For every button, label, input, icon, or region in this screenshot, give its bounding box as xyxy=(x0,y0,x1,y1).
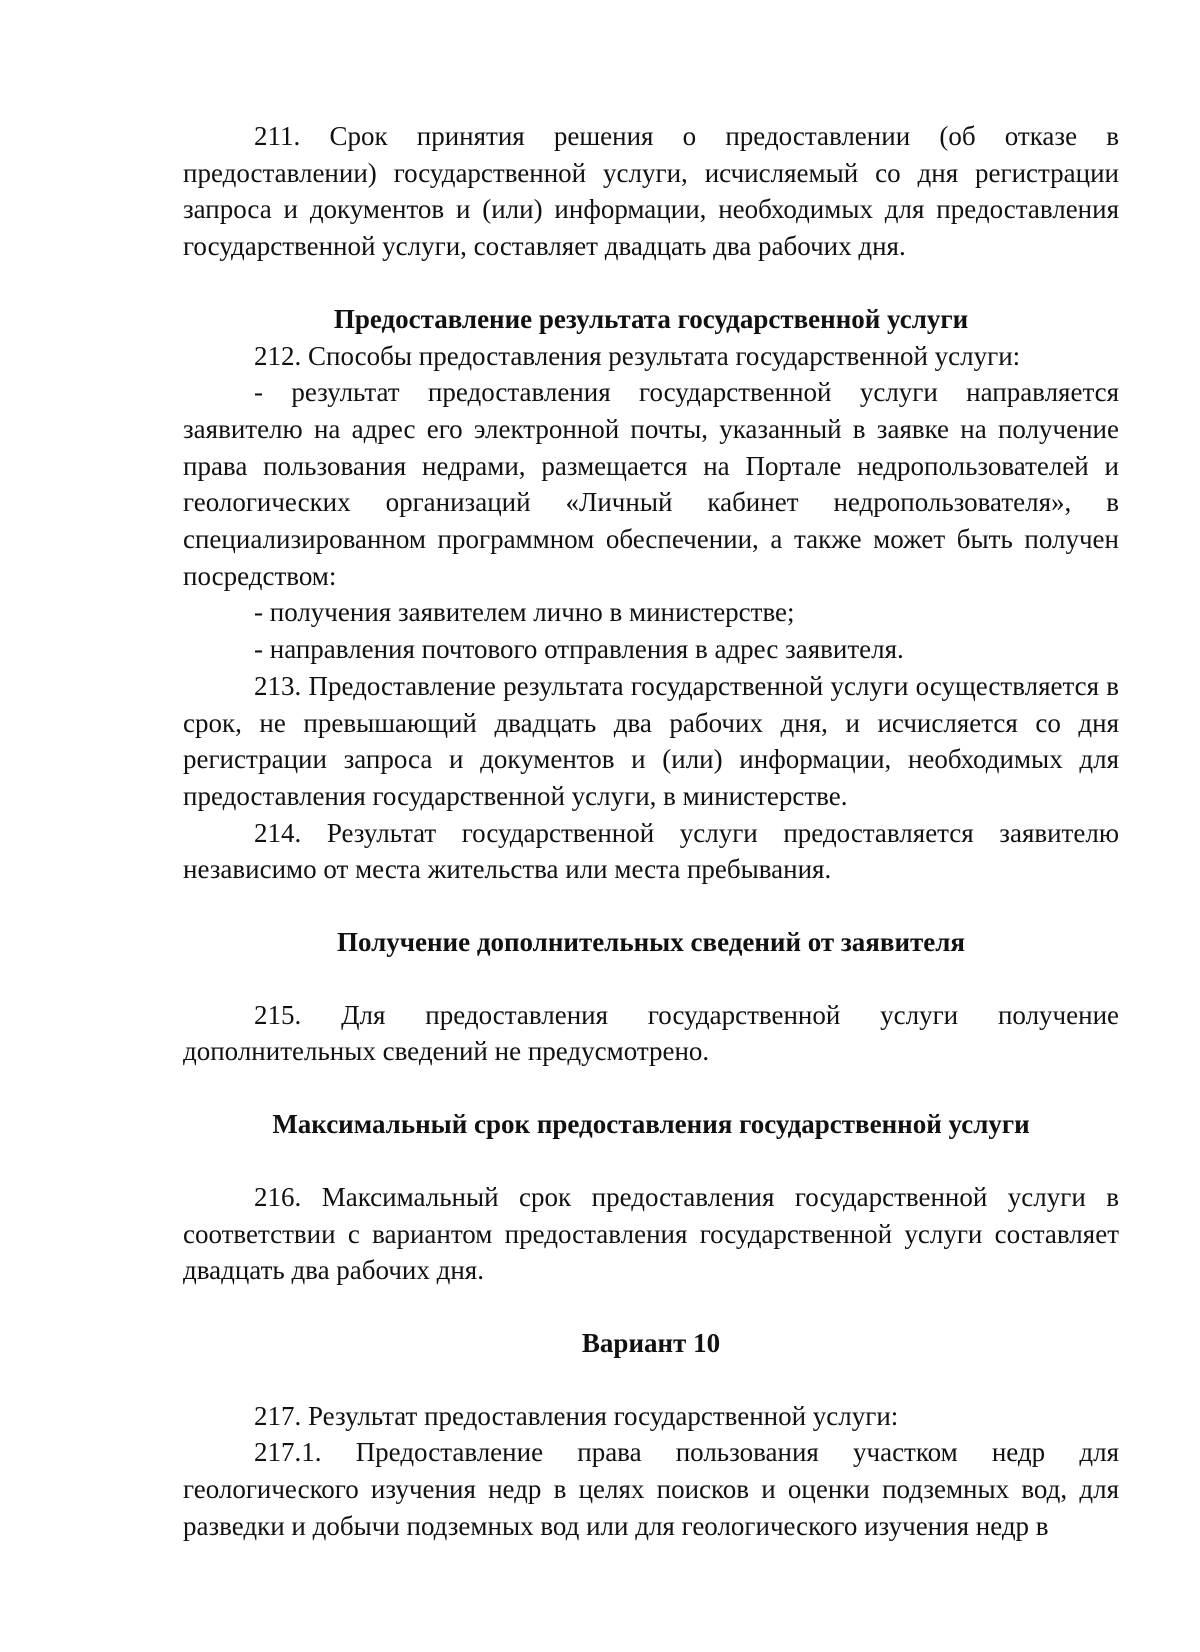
paragraph-215: 215. Для предоставления государственной услуги получение дополнительных сведений не предусмотрено. xyxy=(183,999,1119,1067)
paragraph-214: 214. Результат государственной услуги предоставляется заявителю независимо от места жительства или места пребывания. xyxy=(183,817,1119,885)
paragraph-212: 212. Способы предоставления результата государственной услуги: xyxy=(254,340,1021,371)
paragraph-217-1: 217.1. Предоставление права пользования участком недр для геологического изучения недр в целях поисков и оценки подземных вод, для разведки и добычи подземных вод или для геологического изучения недр в xyxy=(183,1437,1119,1541)
paragraph-217: 217. Результат предоставления государственной услуги: xyxy=(254,1400,899,1431)
paragraph-213: 213. Предоставление результата государственной услуги осуществляется в срок, не превышающий двадцать два рабочих дня, и исчисляется со дня регистрации запроса и документов и (или) информации, необходимых для предоставления государственной услуги, в министерстве. xyxy=(183,670,1119,811)
paragraph-211: 211. Срок принятия решения о предоставлении (об отказе в предоставлении) государственной услуги, исчисляемый со дня регистрации запроса и документов и (или) информации, необходимых для предоставления государственной услуги, составляет двадцать два рабочих дня. xyxy=(183,121,1119,262)
paragraph-212-item-1: - результат предоставления государственной услуги направляется заявителю на адрес его электронной почты, указанный в заявке на получение права пользования недрами, размещается на Портале недропользователей и геологических организаций «Личный кабинет недропользователя», в специализированном программном обеспечении, а также может быть получен посредством: xyxy=(183,377,1119,591)
paragraph-212-item-3: - направления почтового отправления в адрес заявителя. xyxy=(254,634,904,665)
paragraph-212-item-2: - получения заявителем лично в министерстве; xyxy=(254,597,795,628)
document-body xyxy=(183,118,1119,1545)
paragraph-216: 216. Максимальный срок предоставления государственной услуги в соответствии с вариантом предоставления государственной услуги составляет двадцать два рабочих дня. xyxy=(183,1181,1119,1286)
heading-result-provision: Предоставление результата государственной услуги xyxy=(333,303,969,334)
heading-max-term: Максимальный срок предоставления государственной услуги xyxy=(272,1109,1030,1140)
heading-additional-info: Получение дополнительных сведений от заявителя xyxy=(336,927,966,958)
heading-variant-10: Вариант 10 xyxy=(581,1327,721,1358)
